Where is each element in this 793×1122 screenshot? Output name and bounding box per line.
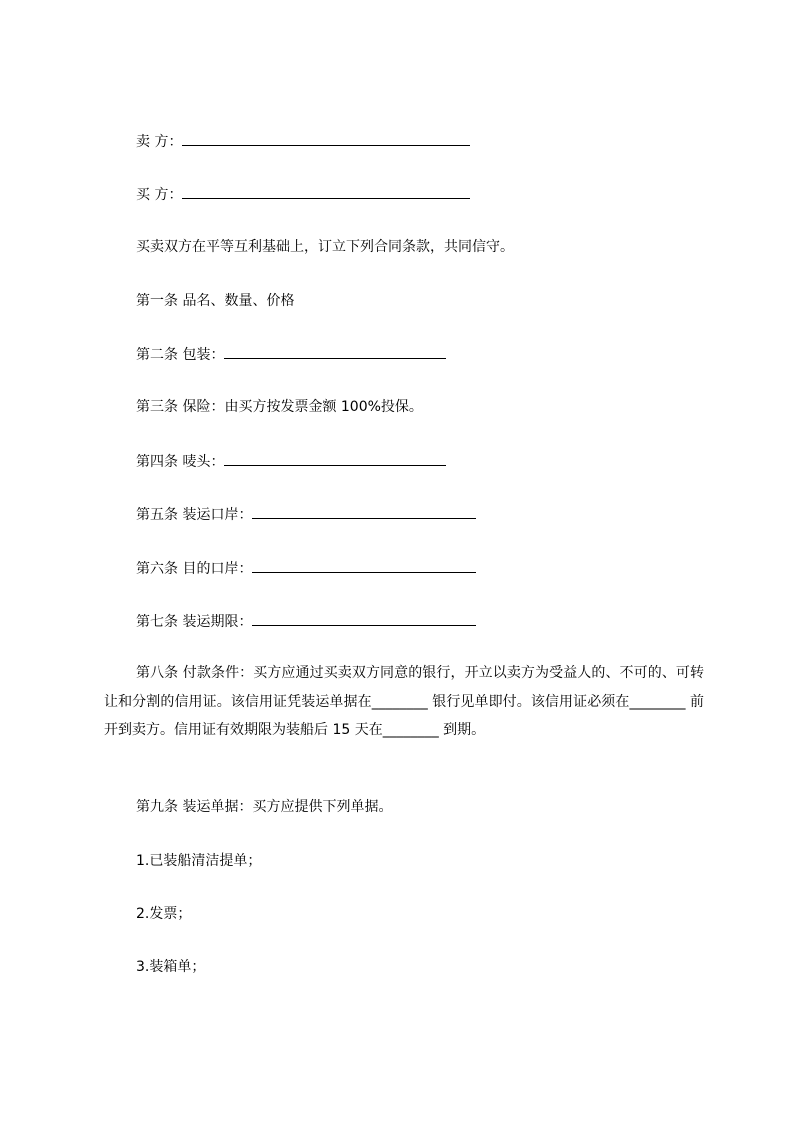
clause-2-line (136, 345, 446, 364)
clause-4-label: 第四条 唛头： (136, 454, 225, 470)
clause-7-line (136, 612, 476, 631)
clause-6-blank (252, 559, 476, 573)
clause-6-line (136, 559, 476, 578)
clause-4-line (136, 452, 446, 471)
clause-8-blank-3: ________ (382, 722, 439, 738)
clause-7-label: 第七条 装运期限： (136, 614, 253, 630)
clause-9: 第九条 装运单据：买方应提供下列单据。 (136, 799, 393, 815)
clause-5-blank (252, 505, 476, 519)
clause-4-blank (224, 452, 446, 466)
buyer-label: 买 方： (136, 187, 183, 203)
clause-3: 第三条 保险：由买方按发票金额 100%投保。 (136, 399, 423, 415)
seller-label: 卖 方： (136, 134, 183, 150)
clause-8-blank-2: ________ (629, 693, 686, 710)
intro-text: 买卖双方在平等互利基础上，订立下列合同条款，共同信守。 (136, 239, 514, 255)
buyer-line (136, 185, 470, 204)
clause-8-blank-1: ________ (371, 693, 428, 710)
clause-6-label: 第六条 目的口岸： (136, 561, 253, 577)
document-item-1: 1.已装船清洁提单； (136, 853, 262, 869)
clause-5-label: 第五条 装运口岸： (136, 507, 253, 523)
clause-8-part-2: 银行见单即付。该信用证必须在 (427, 693, 630, 710)
seller-blank (182, 132, 470, 146)
buyer-blank (182, 185, 470, 199)
clause-8-part-3: 前开到卖方。信用证有效期限为装船后 15 天在 (104, 693, 705, 738)
document-item-2: 2.发票； (136, 906, 192, 922)
clause-7-blank (252, 612, 476, 626)
document-item-3: 3.装箱单； (136, 959, 206, 975)
seller-line (136, 132, 470, 151)
clause-5-line (136, 505, 476, 524)
clause-2-blank (224, 345, 446, 359)
clause-1: 第一条 品名、数量、价格 (136, 293, 295, 309)
clause-8-paragraph (104, 659, 704, 745)
clause-2-label: 第二条 包装： (136, 347, 225, 363)
clause-8-part-4: 到期。 (438, 722, 486, 738)
clause-8-part-1: 第八条 付款条件：买方应通过买卖双方同意的银行，开立以卖方为受益人的、不可的、可转让和分割的信用证。该信用证凭装运单据在 (104, 665, 704, 710)
